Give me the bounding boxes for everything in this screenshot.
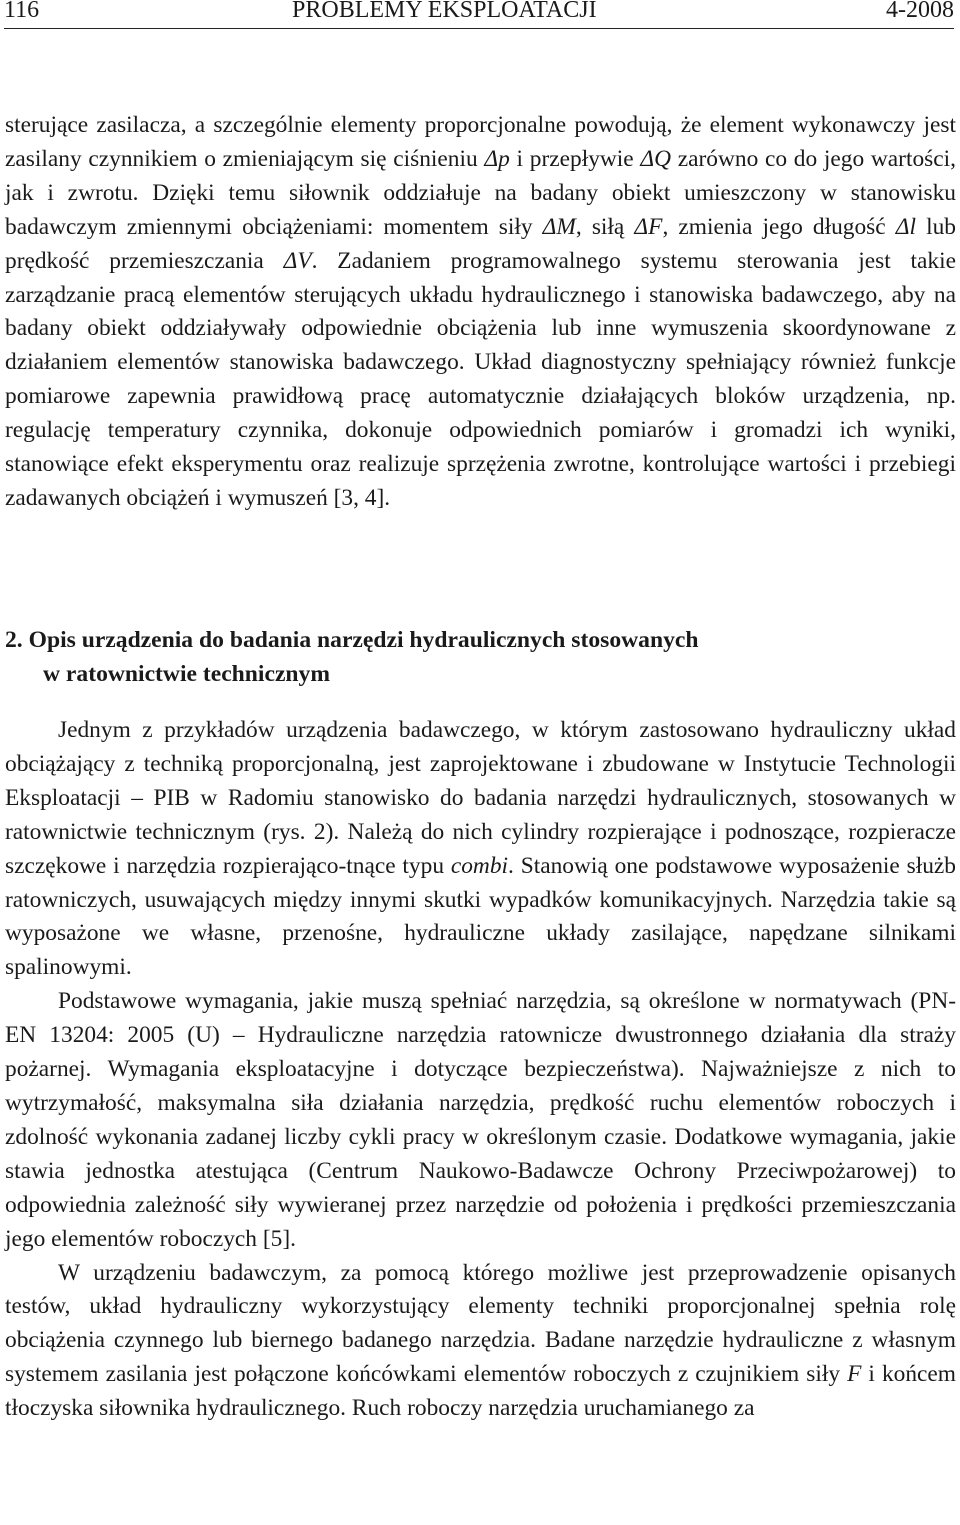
section-heading xyxy=(5,623,956,691)
paragraph-2 xyxy=(5,714,956,985)
page-number: 116 xyxy=(4,0,40,23)
paragraph-3: Podstawowe wymagania, jakie muszą spełniać narzędzia, są określone w normatywach (PN-EN 13204: 2005 (U) – Hydrauliczne narzędzia ratownicze dwustronnego działania dla straży pożarnej. Wymagania eksploatacyjne i dotyczące bezpieczeństwa). Najważniejsze z nich to wytrzymałość, maksymalna siła działania narzędzia, prędkość ruchu elementów roboczych i zdolność wykonania zadanej liczby cykli pracy w określonym czasie. Dodatkowe wymagania, jakie stawia jednostka atestująca (Centrum Naukowo-Badawcze Ochrony Przeciwpożarowej) to odpowiednia zależność siły wywieranej przez narzędzie od położenia i prędkości przemieszczania jego elementów roboczych [5]. xyxy=(5,988,956,1252)
paragraph-1-text-c: zarówno co do jego wartości, jak i zwrotu. Dzięki temu siłownik oddziałuje na badany obiekt umieszczony w stanowisku badawczym zmiennymi obciążeniami: momentem siły xyxy=(5,145,956,240)
symbol-delta-l: Δl xyxy=(895,213,916,240)
paragraph-4-text-a: W urządzeniu badawczym, za pomocą którego możliwe jest przeprowadzenie opisanych testów, układ hydrauliczny wykorzystujący elementy techniki proporcjonalnej spełnia rolę obciążenia czynnego lub biernego badanego narzędzia. Badane narzędzie hydrauliczne z własnym systemem zasilania jest połączone końcówkami elementów roboczych z czujnikiem siły xyxy=(5,1259,956,1388)
issue-number: 4-2008 xyxy=(886,0,954,23)
paragraph-1-text-d: , siłą xyxy=(575,213,635,240)
term-combi: combi xyxy=(450,852,509,879)
paragraph-1-text-e: , zmienia jego długość xyxy=(662,213,896,240)
symbol-delta-q: ΔQ xyxy=(640,145,672,172)
running-header xyxy=(4,0,954,29)
body-column-top xyxy=(5,109,956,516)
paragraph-1-text-g: . Zadaniem programowalnego systemu sterowania jest takie zarządzanie pracą elementów sterujących układu hydraulicznego i stanowiska badawczego, aby na badany obiekt oddziaływały odpowiednie obciążenia lub inne wymuszenia skoordynowane z działaniem elementów stanowiska badawczego. Układ diagnostyczny spełniający również funkcje pomiarowe zapewnia prawidłową pracę automatycznie działających bloków urządzenia, np. regulację temperatury czynnika, dokonuje odpowiednich pomiarów i gromadzi ich wyniki, stanowiące efekt eksperymentu oraz realizuje sprzężenia zwrotne, kontrolujące wartości i przebiegi zadawanych obciążeń i wymuszeń [3, 4]. xyxy=(5,247,956,511)
section-heading-line-1: 2. Opis urządzenia do badania narzędzi hydraulicznych stosowanych xyxy=(5,627,699,653)
paragraph-4 xyxy=(5,1257,956,1427)
paragraph-2-text-a: Jednym z przykładów urządzenia badawczego, w którym zastosowano hydrauliczny układ obciążający z techniką proporcjonalną, jest zaprojektowane i zbudowane w Instytucie Technologii Eksploatacji – PIB w Radomiu stanowisko do badania narzędzi hydraulicznych, stosowanych w ratownictwie technicznym (rys. 2). Należą do nich cylindry rozpierające i podnoszące, rozpieracze szczękowe i narzędzia rozpierająco-tnące typu xyxy=(5,717,956,879)
journal-title: PROBLEMY EKSPLOATACJI xyxy=(292,0,597,23)
symbol-f: F xyxy=(847,1361,862,1388)
paragraph-1-text-b: i przepływie xyxy=(509,145,641,172)
symbol-delta-m: ΔM xyxy=(542,213,576,240)
body-column-bottom xyxy=(5,714,956,1426)
symbol-delta-p: Δp xyxy=(484,145,510,172)
section-heading-line-2: w ratownictwie technicznym xyxy=(43,661,330,687)
paragraph-1-text-f: lub prędkość przemieszczania xyxy=(5,213,956,274)
symbol-delta-v: ΔV xyxy=(283,247,312,274)
symbol-delta-f: ΔF xyxy=(634,213,663,240)
paragraph-4-text-b: i końcem tłoczyska siłownika hydraulicznego. Ruch roboczy narzędzia uruchamianego za xyxy=(5,1361,956,1422)
paragraph-1-text-a: sterujące zasilacza, a szczególnie elementy proporcjonalne powodują, że element wykonawczy jest zasilany czynnikiem o zmieniającym się ciśnieniu xyxy=(5,112,956,172)
paragraph-2-text-b: . Stanowią one podstawowe wyposażenie służb ratowniczych, usuwających między innymi skutki wypadków komunikacyjnych. Narzędzia takie są wyposażone we własne, przenośne, hydrauliczne układy zasilające, napędzane silnikami spalinowymi. xyxy=(5,852,956,981)
paragraph-1 xyxy=(5,109,956,516)
